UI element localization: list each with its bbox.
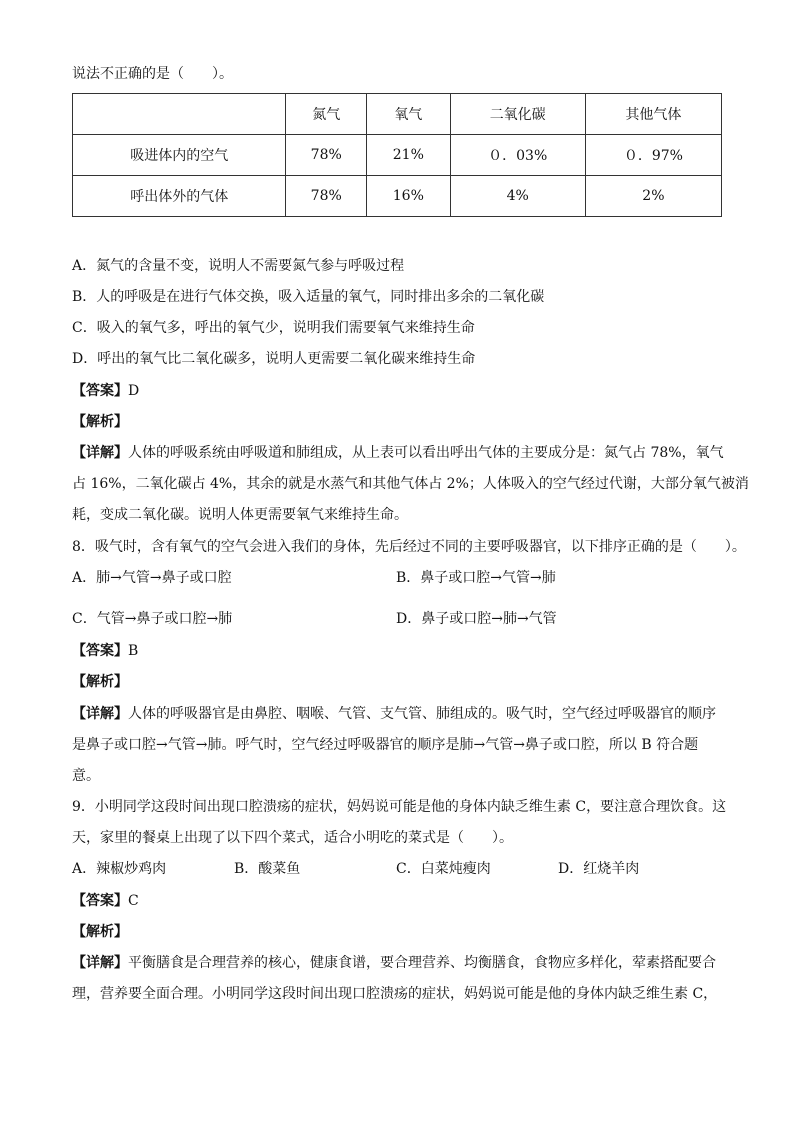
q8-option-b: B．鼻子或口腔→气管→肺: [396, 570, 556, 586]
table-header-row: [73, 94, 722, 135]
q8-detail-line: 【详解】人体的呼吸器官是由鼻腔、咽喉、气管、支气管、肺组成的。吸气时，空气经过呼吸器官的顺序: [72, 706, 716, 722]
q9-option-a: A．辣椒炒鸡肉: [72, 861, 167, 877]
q7-option-d: D．呼出的氧气比二氧化碳多，说明人更需要二氧化碳来维持生命: [72, 351, 476, 367]
q8-detail-line: 是鼻子或口腔→气管→肺。呼气时，空气经过呼吸器官的顺序是肺→气管→鼻子或口腔，所以 B 符合题: [72, 737, 699, 753]
q8-option-a: A．肺→气管→鼻子或口腔: [72, 570, 232, 586]
q9-detail-line: 理，营养要全面合理。小明同学这段时间出现口腔溃疡的症状，妈妈说可能是他的身体内缺乏维生素 C，: [72, 986, 718, 1002]
table-header-cell: 氮气: [286, 94, 367, 135]
q8-option-c: C．气管→鼻子或口腔→肺: [72, 611, 233, 627]
table-cell: 4%: [450, 176, 585, 217]
table-cell: 呼出体外的气体: [73, 176, 286, 217]
table-row: [73, 135, 722, 176]
gas-composition-table: [72, 93, 722, 217]
table-header-cell: 氧气: [367, 94, 451, 135]
q8-analysis-label: 【解析】: [72, 674, 128, 690]
q7-option-c: C．吸入的氧气多，呼出的氧气少，说明我们需要氧气来维持生命: [72, 320, 475, 336]
table-cell: ０．97%: [585, 135, 721, 176]
q9-option-b: B．酸菜鱼: [234, 861, 301, 877]
table-cell: 78%: [286, 135, 367, 176]
q9-option-c: C．白菜炖瘦肉: [396, 861, 491, 877]
table-cell: 2%: [585, 176, 721, 217]
q9-analysis-label: 【解析】: [72, 924, 128, 940]
q7-detail-line: 占 16%，二氧化碳占 4%，其余的就是水蒸气和其他气体占 2%；人体吸入的空气经过代谢，大部分氧气被消: [72, 476, 749, 492]
q9-stem-line: 天，家里的餐桌上出现了以下四个菜式，适合小明吃的菜式是（ ）。: [72, 830, 513, 846]
q9-answer: 【答案】C: [72, 893, 139, 909]
table-row: [73, 176, 722, 217]
table-cell: 吸进体内的空气: [73, 135, 286, 176]
q7-analysis-label: 【解析】: [72, 414, 128, 430]
table-header-cell: 二氧化碳: [450, 94, 585, 135]
table-header-cell: [73, 94, 286, 135]
q7-option-b: B．人的呼吸是在进行气体交换，吸入适量的氧气，同时排出多余的二氧化碳: [72, 289, 545, 305]
q9-option-d: D．红烧羊肉: [558, 861, 640, 877]
q8-answer: 【答案】B: [72, 643, 139, 659]
table-cell: 78%: [286, 176, 367, 217]
table-header-cell: 其他气体: [585, 94, 721, 135]
q8-option-d: D．鼻子或口腔→肺→气管: [396, 611, 557, 627]
q7-answer: 【答案】D: [72, 383, 140, 399]
q9-stem-line: 9．小明同学这段时间出现口腔溃疡的症状，妈妈说可能是他的身体内缺乏维生素 C，要注意合理饮食。这: [72, 799, 727, 815]
q7-detail-line: 耗，变成二氧化碳。说明人体更需要氧气来维持生命。: [72, 507, 408, 523]
table-cell: 21%: [367, 135, 451, 176]
q7-option-a: A．氮气的含量不变，说明人不需要氮气参与呼吸过程: [72, 258, 405, 274]
q8-stem: 8．吸气时，含有氧气的空气会进入我们的身体，先后经过不同的主要呼吸器官，以下排序正确的是（ ）。: [72, 539, 746, 555]
table-cell: 16%: [367, 176, 451, 217]
q8-detail-line: 意。: [72, 768, 100, 784]
q7-detail-line: 【详解】人体的呼吸系统由呼吸道和肺组成，从上表可以看出呼出气体的主要成分是：氮气占 78%，氧气: [72, 445, 724, 461]
q7-stem-tail: 说法不正确的是（ ）。: [72, 66, 233, 82]
table-cell: ０．03%: [450, 135, 585, 176]
q9-detail-line: 【详解】平衡膳食是合理营养的核心，健康食谱，要合理营养、均衡膳食，食物应多样化，荤素搭配要合: [72, 955, 716, 971]
